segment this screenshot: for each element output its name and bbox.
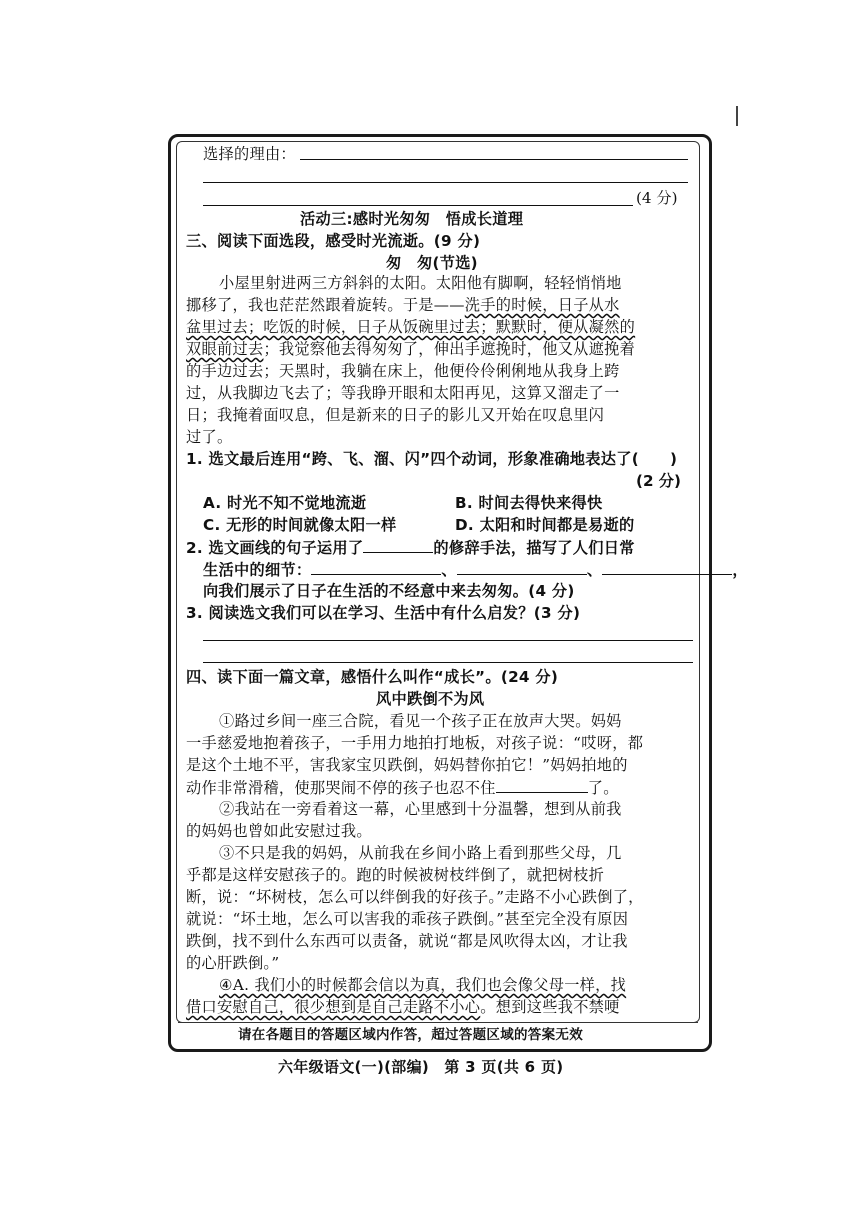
detail-blank-2[interactable] xyxy=(457,558,587,575)
question-3: 3. 阅读选文我们可以在学习、生活中有什么启发？(3 分) xyxy=(186,604,581,622)
page-footer: 六年级语文(一)(部编) 第 3 页(共 6 页) xyxy=(278,1058,564,1076)
passage-line: 过，从我脚边飞去了；等我睁开眼和太阳再见，这算又溜走了一 xyxy=(186,384,620,402)
article-line: ③不只是我的妈妈，从前我在乡间小路上看到那些父母，几 xyxy=(219,844,622,862)
article-line: 是这个土地不平，害我家宝贝跌倒，妈妈替你拍它！”妈妈拍地的 xyxy=(186,756,628,774)
passage-line: 过了。 xyxy=(186,428,233,446)
reason-score: (4 分) xyxy=(636,189,678,207)
reason-blank-2[interactable] xyxy=(203,182,688,183)
passage-line: 的手边过去；天黑时，我躺在床上，他便伶伶俐俐地从我身上跨 xyxy=(186,362,620,380)
article-blank[interactable] xyxy=(496,776,588,793)
answer-area-notice: 请在各题目的答题区域内作答，超过答题区域的答案无效 xyxy=(238,1027,583,1043)
option-a[interactable]: A. 时光不知不觉地流逝 xyxy=(203,494,367,512)
passage-line: 挪移了，我也茫茫然跟着旋转。于是——洗手的时候，日子从水 xyxy=(186,296,620,314)
option-b[interactable]: B. 时间去得快来得快 xyxy=(455,494,603,512)
reason-label: 选择的理由： xyxy=(203,145,296,163)
article-line: 的心肝跌倒。” xyxy=(186,954,280,972)
passage-line: 双眼前过去；我觉察他去得匆匆了，伸出手遮挽时，他又从遮挽着 xyxy=(186,340,636,358)
article-line: 跌倒，找不到什么东西可以责备，就说“都是风吹得太凶，才让我 xyxy=(186,932,628,950)
article-line: ①路过乡间一座三合院，看见一个孩子正在放声大哭。妈妈 xyxy=(219,712,622,730)
passage-line: 日；我掩着面叹息，但是新来的日子的影儿又开始在叹息里闪 xyxy=(186,406,605,424)
article-line: 动作非常滑稽，使那哭闹不停的孩子也忍不住 了。 xyxy=(186,776,619,799)
detail-blank-1[interactable] xyxy=(311,558,441,575)
question-2-line3: 向我们展示了日子在生活的不经意中来去匆匆。(4 分) xyxy=(203,582,575,600)
section3-heading: 三、阅读下面选段，感受时光流逝。(9 分) xyxy=(186,232,481,250)
section4-title: 风中跌倒不为风 xyxy=(376,690,485,708)
option-d[interactable]: D. 太阳和时间都是易逝的 xyxy=(455,516,635,534)
activity-title: 活动三:感时光匆匆 悟成长道理 xyxy=(300,210,524,228)
passage-line: 小屋里射进两三方斜斜的太阳。太阳他有脚啊，轻轻悄悄地 xyxy=(219,274,622,292)
article-line: 一手慈爱地抱着孩子，一手用力地拍打地板，对孩子说：“哎呀，都 xyxy=(186,734,644,752)
reason-blank-3[interactable] xyxy=(203,205,633,206)
rhetoric-blank[interactable] xyxy=(363,536,433,553)
option-c[interactable]: C. 无形的时间就像太阳一样 xyxy=(203,516,397,534)
question-2: 2. 选文画线的句子运用了 的修辞手法，描写了人们日常 xyxy=(186,536,635,559)
scan-mark xyxy=(736,106,738,126)
detail-blank-3[interactable] xyxy=(602,558,732,575)
answer-line-1[interactable] xyxy=(203,640,693,641)
question-1-score: (2 分) xyxy=(636,472,681,490)
section4-heading: 四、读下面一篇文章，感悟什么叫作“成长”。(24 分) xyxy=(186,668,559,686)
article-line: 的妈妈也曾如此安慰过我。 xyxy=(186,822,372,840)
article-line: 乎都是这样安慰孩子的。跑的时候被树枝绊倒了，就把树枝折 xyxy=(186,866,605,884)
answer-line-2[interactable] xyxy=(203,662,693,663)
question-2-line2: 生活中的细节： 、 、 ， xyxy=(203,558,748,581)
article-line: ④A. 我们小的时候都会信以为真，我们也会像父母一样，找 xyxy=(219,976,627,994)
article-line: 断，说：“坏树枝，怎么可以绊倒我的好孩子。”走路不小心跌倒了， xyxy=(186,888,644,906)
article-line: 就说：“坏土地，怎么可以害我的乖孩子跌倒。”甚至完全没有原因 xyxy=(186,910,629,928)
reason-blank-1[interactable] xyxy=(300,159,688,160)
passage-line: 盆里过去；吃饭的时候，日子从饭碗里过去；默默时，便从凝然的 xyxy=(186,318,636,336)
article-line: ②我站在一旁看着这一幕，心里感到十分温馨，想到从前我 xyxy=(219,800,622,818)
question-1: 1. 选文最后连用“跨、飞、溜、闪”四个动词，形象准确地表达了( ) xyxy=(186,450,678,468)
article-line: 借口安慰自己，很少想到是自己走路不小心。想到这些我不禁哽 xyxy=(186,998,620,1016)
section3-title: 匆 匆(节选) xyxy=(386,254,478,272)
